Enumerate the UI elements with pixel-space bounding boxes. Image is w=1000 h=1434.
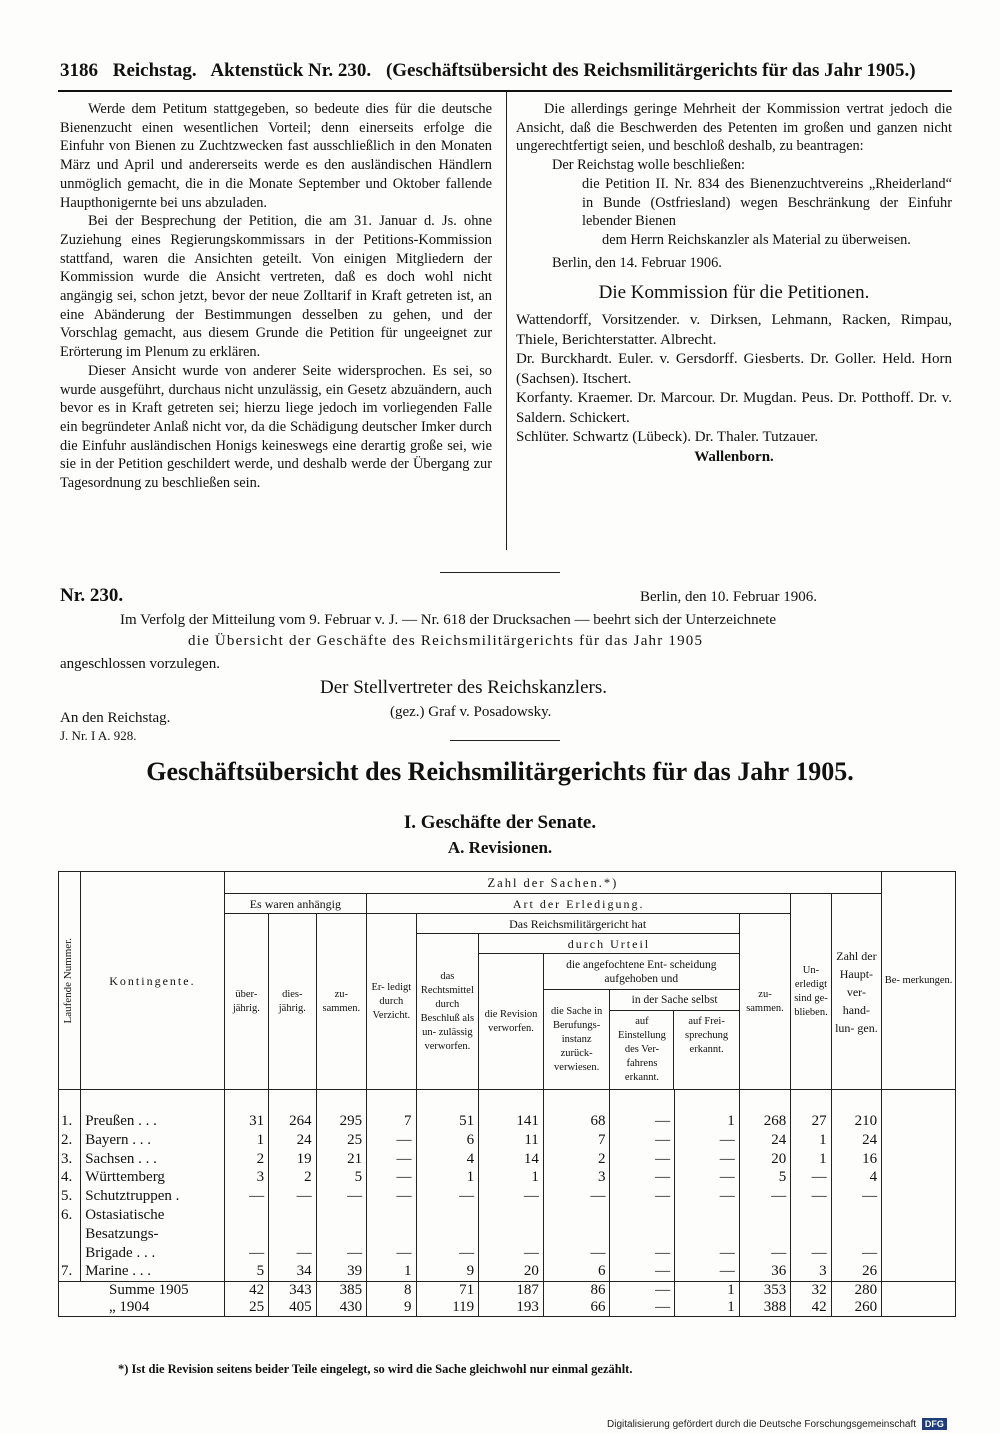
left-paragraph-2: Bei der Besprechung der Petition, die am 31. Januar d. Js. ohne Zuziehung eines Regierungskommissars in der Petitions-Kommission stattfand, waren die Ansichten geteilt. Von einigen Mitgliedern der Kommission wurde die Ansicht vertreten, daß es doch wohl nicht angängig sei, schon jetzt, bevor der neue Zolltarif in Kraft getreten ist, an eine Abänderung der Bestimmungen desselben zu gehen, und der Vorschlag gemacht, aus diesem Grunde die Petition für ungeeignet zur Erörterung im Plenum zu erklären. xyxy=(60,213,492,361)
cell-value: 295 xyxy=(316,1112,367,1131)
cell-value: 16 xyxy=(831,1150,882,1169)
cell-value: 25 xyxy=(316,1131,367,1150)
header-part-1: Reichstag. xyxy=(112,60,197,81)
summary-remarks xyxy=(882,1282,956,1300)
row-kontingent: Ostasiatische xyxy=(81,1206,224,1225)
cell-value: — xyxy=(224,1187,268,1206)
cell-value: 3 xyxy=(791,1262,831,1281)
header-part-3: (Geschäftsübersicht des Reichsmilitärgerichts für das Jahr 1905.) xyxy=(385,60,916,81)
summary-row xyxy=(59,1299,956,1317)
cell-value xyxy=(367,1225,416,1244)
col-header-einstellung: auf Einstellung des Ver- fahrens erkannt. xyxy=(610,1011,674,1089)
cell-remarks xyxy=(882,1206,956,1225)
revisions-table xyxy=(58,871,956,1317)
separator-rule xyxy=(440,572,560,573)
summary-value: 71 xyxy=(416,1282,479,1300)
table-row xyxy=(59,1150,956,1169)
cell-value: — xyxy=(610,1244,675,1263)
dfg-text: Digitalisierung gefördert durch die Deutsche Forschungsgemeinschaft xyxy=(607,1419,917,1430)
members-line-1: Wattendorff, Vorsitzender. v. Dirksen, Lehmann, Racken, Rimpau, Thiele, Berichterstatter. Albrecht. xyxy=(516,312,952,348)
members-line-4: Schlüter. Schwartz (Lübeck). Dr. Thaler. Tutzauer. xyxy=(516,429,819,446)
summary-value: — xyxy=(610,1282,675,1300)
cell-value: 2 xyxy=(543,1150,610,1169)
cell-value: 39 xyxy=(316,1262,367,1281)
col-header-zusammen-1: zu- sammen. xyxy=(316,914,367,1090)
cell-value: — xyxy=(739,1244,791,1263)
footnote: *) Ist die Revision seitens beider Teile eingelegt, so wird die Sache gleichwohl nur einmal gezählt. xyxy=(118,1362,633,1376)
summary-value: 385 xyxy=(316,1282,367,1300)
cell-value: 20 xyxy=(739,1150,791,1169)
cell-value: 3 xyxy=(543,1168,610,1187)
members-line-3: Korfanty. Kraemer. Dr. Marcour. Dr. Mugdan. Peus. Dr. Potthoff. Dr. v. Saldern. Schickert. xyxy=(516,390,952,426)
signer-title: Der Stellvertreter des Reichskanzlers. xyxy=(320,677,607,698)
summary-value: 42 xyxy=(224,1282,268,1300)
cell-value: — xyxy=(610,1262,675,1281)
summary-label: Summe 1905 xyxy=(59,1282,225,1300)
summary-value: 260 xyxy=(831,1299,882,1317)
col-header-ueberjaehrig: über- jährig. xyxy=(224,914,268,1090)
cell-value: 4 xyxy=(831,1168,882,1187)
members-line-5: Wallenborn. xyxy=(694,448,774,465)
cell-remarks xyxy=(882,1112,956,1131)
cell-value: 5 xyxy=(224,1262,268,1281)
row-kontingent: Bayern . . . xyxy=(81,1131,224,1150)
table-row xyxy=(59,1131,956,1150)
document-number: Nr. 230. xyxy=(60,585,124,606)
cell-value: 24 xyxy=(269,1131,316,1150)
letter-date: Berlin, den 10. Februar 1906. xyxy=(640,589,818,605)
summary-value: — xyxy=(610,1299,675,1317)
cell-value: — xyxy=(675,1262,740,1281)
letter-line-1: Im Verfolg der Mitteilung vom 9. Februar v. J. — Nr. 618 der Drucksachen — beehrt sich der Unterzeichnete xyxy=(120,612,777,628)
cell-value: — xyxy=(316,1244,367,1263)
cell-value: 141 xyxy=(479,1112,544,1131)
cell-value: 1 xyxy=(479,1168,544,1187)
col-header-rechtsmittel: das Rechtsmittel durch Beschluß als un- zulässig verworfen. xyxy=(416,934,479,1090)
col-header-zurueckverwiesen: die Sache in Berufungs- instanz zurück- verwiesen. xyxy=(543,990,610,1090)
cell-remarks xyxy=(882,1187,956,1206)
letter-rule xyxy=(450,740,560,741)
cell-value: 4 xyxy=(416,1150,479,1169)
row-kontingent: Besatzungs- xyxy=(81,1225,224,1244)
summary-value: 353 xyxy=(739,1282,791,1300)
cell-value xyxy=(416,1225,479,1244)
col-header-freisprechung: auf Frei- sprechung erkannt. xyxy=(685,1016,729,1055)
cell-remarks xyxy=(882,1168,956,1187)
cell-value xyxy=(739,1225,791,1244)
cell-value: 9 xyxy=(416,1262,479,1281)
cell-value: 34 xyxy=(269,1262,316,1281)
cell-value: — xyxy=(675,1131,740,1150)
page-header xyxy=(60,60,940,88)
table-row xyxy=(59,1168,956,1187)
cell-value xyxy=(269,1225,316,1244)
cell-value: — xyxy=(791,1168,831,1187)
cell-value: — xyxy=(367,1150,416,1169)
cell-value xyxy=(739,1206,791,1225)
dfg-logo: DFG xyxy=(922,1418,947,1430)
header-durch-urteil: durch Urteil xyxy=(479,934,740,954)
header-zahl-sachen: Zahl der Sachen.*) xyxy=(224,872,882,894)
cell-value: — xyxy=(269,1244,316,1263)
column-divider xyxy=(506,92,507,550)
summary-value: 42 xyxy=(791,1299,831,1317)
summary-value: 25 xyxy=(224,1299,268,1317)
cell-value xyxy=(316,1225,367,1244)
row-number xyxy=(59,1225,81,1244)
header-anhaengig: Es waren anhängig xyxy=(224,894,366,914)
cell-value xyxy=(610,1206,675,1225)
row-number: 7. xyxy=(59,1262,81,1281)
cell-value: 11 xyxy=(479,1131,544,1150)
cell-value: — xyxy=(675,1187,740,1206)
cell-value xyxy=(269,1206,316,1225)
summary-value: 388 xyxy=(739,1299,791,1317)
main-title: Geschäftsübersicht des Reichsmilitärgerichts für das Jahr 1905. xyxy=(146,757,854,786)
cell-value xyxy=(367,1206,416,1225)
cell-value: — xyxy=(479,1187,544,1206)
cell-value xyxy=(831,1206,882,1225)
table-body xyxy=(59,1090,956,1317)
cell-value: — xyxy=(831,1187,882,1206)
cell-value: 264 xyxy=(269,1112,316,1131)
cell-value: 1 xyxy=(791,1131,831,1150)
cell-remarks xyxy=(882,1150,956,1169)
table-gap-row xyxy=(59,1090,956,1113)
table-row xyxy=(59,1225,956,1244)
table-row xyxy=(59,1112,956,1131)
cell-value: 2 xyxy=(269,1168,316,1187)
cell-value xyxy=(316,1206,367,1225)
col-header-kontingente: Kontingente. xyxy=(81,872,224,1090)
cell-value xyxy=(675,1225,740,1244)
petition-text: die Petition II. Nr. 834 des Bienenzuchtvereins „Rheiderland“ in Bunde (Ostfriesland) wegen Beschränkung der Einfuhr lebender Bienen xyxy=(582,175,952,230)
cell-value: 7 xyxy=(543,1131,610,1150)
cell-value: — xyxy=(367,1168,416,1187)
summary-value: 187 xyxy=(479,1282,544,1300)
cell-value: 1 xyxy=(416,1168,479,1187)
row-number: 3. xyxy=(59,1150,81,1169)
cell-value: — xyxy=(479,1244,544,1263)
table-row xyxy=(59,1262,956,1281)
table-row xyxy=(59,1206,956,1225)
header-rule xyxy=(58,90,952,92)
row-kontingent: Schutztruppen . xyxy=(81,1187,224,1206)
col-header-zusammen-2: zu- sammen. xyxy=(739,914,791,1090)
cell-value: — xyxy=(416,1187,479,1206)
right-paragraph-1: Die allerdings geringe Mehrheit der Kommission vertrat jedoch die Ansicht, daß die Beschwerden des Petenten im großen und ganzen nicht ungerechtfertigt seien, und beschloß deshalb, zu beantragen: xyxy=(516,101,952,155)
dfg-credit xyxy=(607,1418,947,1430)
table-row xyxy=(59,1187,956,1206)
cell-value xyxy=(791,1206,831,1225)
commission-date: Berlin, den 14. Februar 1906. xyxy=(552,254,722,271)
addressee: An den Reichstag. xyxy=(60,710,171,726)
cell-value xyxy=(675,1206,740,1225)
left-paragraph-3: Dieser Ansicht wurde von anderer Seite widersprochen. Es sei, so wurde ausgeführt, durchaus nicht unzulässig, ein Gesetz abzuändern, auch bevor es in Kraft getreten sei; hierzu liege jedoch im vorliegenden Falle ein begründeter Anlaß nicht vor, da die Schädigung deutscher Imker durch die Einfuhr ausländischen Honigs keineswegs eine derartig große sei, wie sie in der Petition geschildert werde, und deshalb werde der Übergang zur Tagesordnung zu beschließen sein. xyxy=(60,362,492,492)
cell-value: 6 xyxy=(543,1262,610,1281)
cell-value: — xyxy=(367,1131,416,1150)
cell-value: 3 xyxy=(224,1168,268,1187)
col-header-bemerkungen: Be- merkungen. xyxy=(882,872,956,1090)
summary-value: 32 xyxy=(791,1282,831,1300)
resolution-intro: Der Reichstag wolle beschließen: xyxy=(552,157,746,174)
signature: (gez.) Graf v. Posadowsky. xyxy=(390,704,552,720)
cell-value: — xyxy=(610,1112,675,1131)
cell-value xyxy=(831,1225,882,1244)
subsection-title: A. Revisionen. xyxy=(447,838,553,857)
cell-value: 5 xyxy=(739,1168,791,1187)
members-line-2: Dr. Burckhardt. Euler. v. Gersdorff. Giesberts. Dr. Goller. Held. Horn (Sachsen). Itschert. xyxy=(516,351,952,387)
left-column xyxy=(60,100,492,493)
row-number: 6. xyxy=(59,1206,81,1225)
cell-value xyxy=(479,1225,544,1244)
row-kontingent: Brigade . . . xyxy=(81,1244,224,1263)
summary-label: „ 1904 xyxy=(59,1299,225,1317)
cell-value: 31 xyxy=(224,1112,268,1131)
cell-value: — xyxy=(791,1187,831,1206)
section-title: I. Geschäfte der Senate. xyxy=(403,812,597,833)
cell-value: — xyxy=(367,1187,416,1206)
cell-value: — xyxy=(610,1187,675,1206)
cell-value: — xyxy=(367,1244,416,1263)
cell-value: 21 xyxy=(316,1150,367,1169)
summary-value: 119 xyxy=(416,1299,479,1317)
summary-value: 66 xyxy=(543,1299,610,1317)
cell-value: — xyxy=(675,1168,740,1187)
cell-value: 268 xyxy=(739,1112,791,1131)
cell-value: — xyxy=(675,1150,740,1169)
table-row xyxy=(59,1244,956,1263)
cell-value xyxy=(224,1206,268,1225)
cell-value: — xyxy=(316,1187,367,1206)
cell-value: 5 xyxy=(316,1168,367,1187)
cell-value: — xyxy=(543,1244,610,1263)
cell-value xyxy=(224,1225,268,1244)
cell-remarks xyxy=(882,1244,956,1263)
cell-value: — xyxy=(610,1168,675,1187)
cell-value xyxy=(416,1206,479,1225)
summary-value: 280 xyxy=(831,1282,882,1300)
summary-value: 193 xyxy=(479,1299,544,1317)
cell-value: 1 xyxy=(791,1150,831,1169)
cell-remarks xyxy=(882,1131,956,1150)
file-reference: J. Nr. I A. 928. xyxy=(60,728,137,743)
cell-value xyxy=(610,1225,675,1244)
cell-value: 27 xyxy=(791,1112,831,1131)
cell-value xyxy=(479,1206,544,1225)
summary-value: 430 xyxy=(316,1299,367,1317)
cell-value: 24 xyxy=(831,1131,882,1150)
summary-value: 9 xyxy=(367,1299,416,1317)
row-number: 4. xyxy=(59,1168,81,1187)
page-number: 3186 xyxy=(60,60,98,81)
summary-value: 86 xyxy=(543,1282,610,1300)
cell-value: 36 xyxy=(739,1262,791,1281)
cell-value: — xyxy=(224,1244,268,1263)
letter-line-2: die Übersicht der Geschäfte des Reichsmilitärgerichts für das Jahr 1905 xyxy=(188,633,704,649)
header-in-der-sache: in der Sache selbst auf Einstellung des Ver- fahrens erkannt. auf Frei- sprechung erkannt. xyxy=(610,990,739,1090)
cell-value: — xyxy=(416,1244,479,1263)
col-header-verzicht: Er- ledigt durch Verzicht. xyxy=(367,914,416,1090)
col-header-unerledigt: Un- erledigt sind ge- blieben. xyxy=(791,894,831,1090)
summary-value: 343 xyxy=(269,1282,316,1300)
left-paragraph-1: Werde dem Petitum stattgegeben, so bedeute dies für die deutsche Bienenzucht einen wesentlichen Vorteil; denn einerseits erfolge die Einfuhr von Bienen zu Zuchtzwecken fast ausschließlich in den Monaten März und April und andererseits werde es den ausländischen Händlern unmöglich gemacht, die in die Monate September und Oktober fallende Haupthonigernte bei uns abzuladen. xyxy=(60,101,492,211)
cell-value: — xyxy=(610,1150,675,1169)
cell-value: — xyxy=(543,1187,610,1206)
row-number: 5. xyxy=(59,1187,81,1206)
col-header-revision-verworfen: die Revision verworfen. xyxy=(479,954,544,1090)
header-part-2: Aktenstück Nr. 230. xyxy=(210,60,372,81)
header-art-erledigung: Art der Erledigung. xyxy=(367,894,791,914)
cell-remarks xyxy=(882,1262,956,1281)
col-header-diesjaehrig: dies- jährig. xyxy=(269,914,316,1090)
cell-value: 1 xyxy=(224,1131,268,1150)
cell-value xyxy=(543,1225,610,1244)
cell-value: 19 xyxy=(269,1150,316,1169)
summary-remarks xyxy=(882,1299,956,1317)
commission-title: Die Kommission für die Petitionen. xyxy=(598,282,870,304)
row-number: 2. xyxy=(59,1131,81,1150)
row-kontingent: Sachsen . . . xyxy=(81,1150,224,1169)
cell-value xyxy=(791,1225,831,1244)
right-column xyxy=(516,100,952,467)
cell-value: 20 xyxy=(479,1262,544,1281)
row-kontingent: Württemberg xyxy=(81,1168,224,1187)
cell-value: 68 xyxy=(543,1112,610,1131)
summary-value: 8 xyxy=(367,1282,416,1300)
cell-value: 6 xyxy=(416,1131,479,1150)
cell-value: 26 xyxy=(831,1262,882,1281)
summary-value: 405 xyxy=(269,1299,316,1317)
cell-value: 7 xyxy=(367,1112,416,1131)
cell-value: 2 xyxy=(224,1150,268,1169)
cell-value: 24 xyxy=(739,1131,791,1150)
header-rmg-hat: Das Reichsmilitärgericht hat xyxy=(416,914,739,934)
summary-row xyxy=(59,1282,956,1300)
row-kontingent: Marine . . . xyxy=(81,1262,224,1281)
cell-value: 14 xyxy=(479,1150,544,1169)
cell-value xyxy=(543,1206,610,1225)
col-header-hauptverhandlungen: Zahl der Haupt- ver- hand- lun- gen. xyxy=(831,894,882,1090)
header-angefochtene: die angefochtene Ent- scheidung aufgehoben und xyxy=(543,954,739,990)
row-number: 1. xyxy=(59,1112,81,1131)
row-number xyxy=(59,1244,81,1263)
cell-value: 51 xyxy=(416,1112,479,1131)
cell-value: 1 xyxy=(367,1262,416,1281)
cell-value: — xyxy=(675,1244,740,1263)
referral-text: dem Herrn Reichskanzler als Material zu überweisen. xyxy=(602,231,911,248)
cell-value: — xyxy=(739,1187,791,1206)
col-header-number: Laufende Nummer. xyxy=(59,872,81,1090)
summary-value: 1 xyxy=(675,1299,740,1317)
cell-value: 210 xyxy=(831,1112,882,1131)
summary-value: 1 xyxy=(675,1282,740,1300)
row-kontingent: Preußen . . . xyxy=(81,1112,224,1131)
cell-remarks xyxy=(882,1225,956,1244)
letter-line-3: angeschlossen vorzulegen. xyxy=(60,656,220,672)
cell-value: — xyxy=(791,1244,831,1263)
cell-value: 1 xyxy=(675,1112,740,1131)
cell-value: — xyxy=(831,1244,882,1263)
cell-value: — xyxy=(610,1131,675,1150)
cell-value: — xyxy=(269,1187,316,1206)
